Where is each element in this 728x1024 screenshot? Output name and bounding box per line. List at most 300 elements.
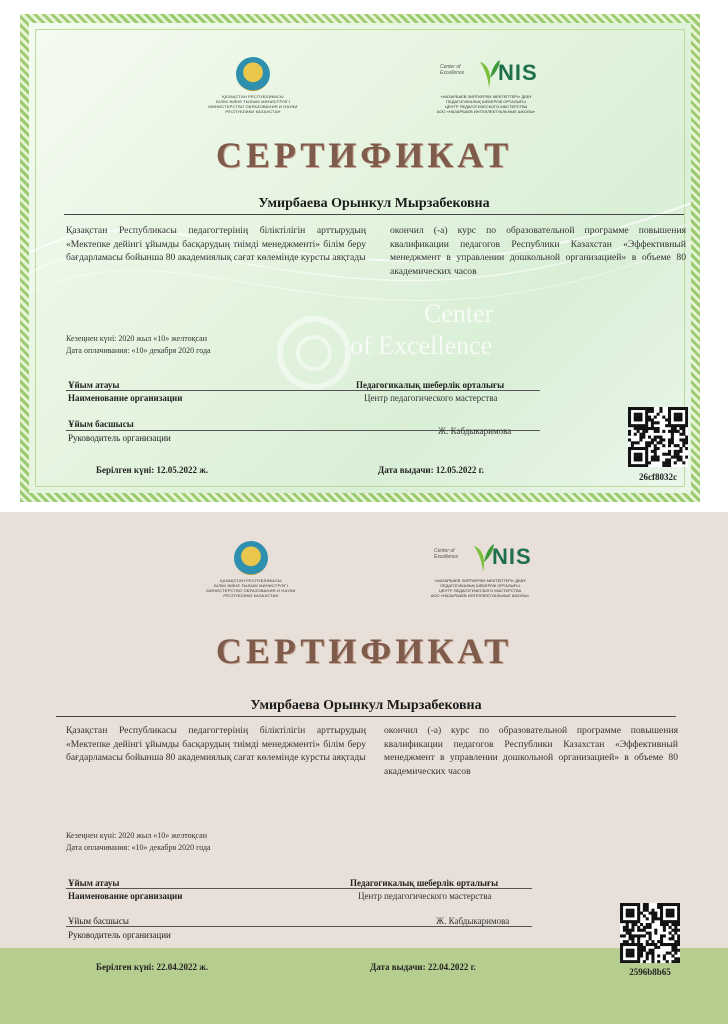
- qr-module: [657, 456, 660, 459]
- qr-module: [660, 937, 663, 940]
- qr-module: [669, 943, 672, 946]
- qr-module: [677, 413, 680, 416]
- qr-module: [674, 407, 677, 410]
- qr-module: [628, 407, 631, 410]
- org-value-kz: Педагогикалық шеберлік орталығы: [356, 380, 505, 390]
- qr-module: [651, 920, 654, 923]
- footer-green-band: [0, 948, 728, 1024]
- qr-module: [634, 456, 637, 459]
- qr-module: [674, 430, 677, 433]
- qr-module: [620, 957, 623, 960]
- qr-module: [682, 433, 685, 436]
- qr-module: [637, 447, 640, 450]
- course-text-kz: Қазақстан Республикасы педагогтерінің біліктілігін арттырудың «Мектепке дейінгі ұйымды басқарудың тиімді менеджменті» білім беру бағдарламасы бойынша 80 академиялық сағат көлемінде курсты аяқтады: [66, 725, 366, 763]
- qr-module: [651, 441, 654, 444]
- qr-module: [663, 903, 666, 906]
- qr-module: [666, 923, 669, 926]
- qr-module: [643, 934, 646, 937]
- qr-module: [629, 903, 632, 906]
- qr-module: [657, 960, 660, 963]
- qr-module: [645, 456, 648, 459]
- head-rule: [66, 926, 532, 927]
- qr-module: [631, 943, 634, 946]
- qr-module: [620, 920, 623, 923]
- qr-module: [649, 949, 652, 952]
- qr-module: [649, 943, 652, 946]
- qr-module: [668, 410, 671, 413]
- qr-module: [659, 438, 662, 441]
- qr-module: [649, 923, 652, 926]
- qr-module: [639, 424, 642, 427]
- qr-module: [646, 903, 649, 906]
- qr-module: [620, 946, 623, 949]
- qr-module: [668, 461, 671, 464]
- qr-module: [666, 909, 669, 912]
- qr-module: [628, 424, 631, 427]
- period-ru: Дата оплачивания: «10» декабря 2020 года: [66, 346, 211, 355]
- org-name-label-kz: Ұйым атауы: [68, 380, 120, 390]
- qr-module: [629, 949, 632, 952]
- qr-module: [677, 960, 680, 963]
- qr-module: [637, 458, 640, 461]
- qr-module: [639, 418, 642, 421]
- qr-module: [643, 949, 646, 952]
- certificate-title: СЕРТИФИКАТ: [215, 631, 513, 671]
- qr-module: [634, 943, 637, 946]
- qr-module: [666, 943, 669, 946]
- qr-module: [639, 436, 642, 439]
- qr-module: [651, 418, 654, 421]
- qr-module: [685, 421, 688, 424]
- qr-module: [637, 906, 640, 909]
- head-label-ru: Руководитель организации: [68, 433, 171, 443]
- qr-module: [671, 456, 674, 459]
- qr-module: [643, 906, 646, 909]
- qr-module: [663, 934, 666, 937]
- qr-module: [679, 450, 682, 453]
- qr-module: [642, 447, 645, 450]
- qr-module: [637, 926, 640, 929]
- qr-module: [682, 430, 685, 433]
- nis-caption-text: «НАЗАРБАЕВ ЗИЯТКЕРЛІК МЕКТЕПТЕРІ» ДББҰ ПЕДАГОГИКАЛЫҚ ШЕБЕРЛІК ОРТАЛЫҒЫ ЦЕНТР ПЕДАГОГИЧЕСКОГО МАСТЕРСТВА АОО «НАЗАРБАЕВ ИНТЕЛЛЕКТУАЛЬНЫЕ ШКОЛЫ»: [436, 94, 536, 114]
- qr-module: [642, 464, 645, 467]
- qr-module: [637, 937, 640, 940]
- qr-module: [677, 917, 680, 920]
- qr-module: [677, 914, 680, 917]
- nis-logo: [440, 54, 540, 94]
- qr-module: [626, 943, 629, 946]
- qr-module: [629, 929, 632, 932]
- qr-module: [645, 447, 648, 450]
- qr-module: [668, 458, 671, 461]
- qr-module: [674, 960, 677, 963]
- qr-module: [660, 914, 663, 917]
- qr-module: [631, 912, 634, 915]
- qr-module: [666, 960, 669, 963]
- nis-caption-text: «НАЗАРБАЕВ ЗИЯТКЕРЛІК МЕКТЕПТЕРІ» ДББҰ ПЕДАГОГИКАЛЫҚ ШЕБЕРЛІК ОРТАЛЫҒЫ ЦЕНТР ПЕДАГОГИЧЕСКОГО МАСТЕРСТВА АОО «НАЗАРБАЕВ ИНТЕЛЛЕКТУАЛЬНЫЕ ШКОЛЫ»: [430, 578, 530, 598]
- qr-code-image: [628, 407, 688, 467]
- qr-module: [645, 407, 648, 410]
- course-text-ru: окончил (-а) курс по образовательной программе повышения квалификации педагогов Республики Казахстан «Эффективный менеджмент в управлении дошкольной организацией» в объеме 80 академических часов: [384, 725, 678, 777]
- qr-module: [649, 952, 652, 955]
- qr-module: [666, 920, 669, 923]
- qr-module: [637, 960, 640, 963]
- qr-module: [682, 407, 685, 410]
- qr-module: [674, 427, 677, 430]
- qr-module: [646, 952, 649, 955]
- qr-module: [620, 903, 623, 906]
- qr-module: [631, 937, 634, 940]
- qr-module: [620, 949, 623, 952]
- qr-module: [679, 407, 682, 410]
- qr-module: [643, 914, 646, 917]
- qr-module: [642, 436, 645, 439]
- qr-module: [651, 943, 654, 946]
- qr-module: [631, 949, 634, 952]
- qr-module: [671, 424, 674, 427]
- qr-module: [631, 960, 634, 963]
- qr-module: [626, 909, 629, 912]
- qr-module: [674, 418, 677, 421]
- qr-module: [662, 444, 665, 447]
- period-kz: Кезеңнен күні: 2020 жыл «10» желтоқсан: [66, 334, 208, 343]
- qr-module: [654, 421, 657, 424]
- qr-module: [668, 407, 671, 410]
- nis-caption: [432, 94, 540, 114]
- issued-date-kz: Берілген күні: 22.04.2022 ж.: [96, 962, 209, 972]
- qr-module: [629, 943, 632, 946]
- qr-module: [631, 940, 634, 943]
- qr-module: [623, 926, 626, 929]
- qr-module: [668, 453, 671, 456]
- qr-module: [651, 949, 654, 952]
- qr-module: [639, 456, 642, 459]
- qr-module: [623, 920, 626, 923]
- qr-module: [643, 903, 646, 906]
- qr-module: [674, 932, 677, 935]
- qr-module: [654, 943, 657, 946]
- qr-module: [671, 433, 674, 436]
- qr-module: [645, 418, 648, 421]
- qr-module: [634, 416, 637, 419]
- period-kz: Кезеңнен күні: 2020 жыл «10» желтоқсан: [66, 831, 208, 840]
- qr-module: [651, 912, 654, 915]
- qr-module: [674, 920, 677, 923]
- qr-module: [671, 929, 674, 932]
- qr-module: [645, 458, 648, 461]
- qr-code-icon: [620, 903, 680, 963]
- qr-module: [657, 427, 660, 430]
- qr-module: [654, 430, 657, 433]
- org-name-label-kz: Ұйым атауы: [68, 878, 120, 888]
- qr-module: [663, 923, 666, 926]
- qr-module: [620, 943, 623, 946]
- qr-module: [640, 912, 643, 915]
- qr-module: [642, 407, 645, 410]
- qr-module: [677, 453, 680, 456]
- qr-module: [637, 427, 640, 430]
- qr-module: [665, 461, 668, 464]
- qr-module: [628, 447, 631, 450]
- qr-module: [685, 456, 688, 459]
- qr-code-icon: [628, 407, 688, 467]
- nis-leaf-icon: [478, 58, 500, 88]
- qr-module: [646, 926, 649, 929]
- qr-code-text: 26cf8032c: [639, 472, 677, 482]
- qr-module: [640, 923, 643, 926]
- qr-module: [657, 917, 660, 920]
- qr-module: [668, 441, 671, 444]
- qr-module: [662, 438, 665, 441]
- qr-module: [685, 447, 688, 450]
- qr-module: [637, 954, 640, 957]
- qr-module: [682, 438, 685, 441]
- qr-module: [685, 407, 688, 410]
- qr-module: [660, 912, 663, 915]
- qr-module: [660, 906, 663, 909]
- qr-module: [634, 418, 637, 421]
- qr-module: [642, 427, 645, 430]
- emblem-caption: [206, 94, 300, 114]
- qr-module: [639, 413, 642, 416]
- qr-module: [634, 424, 637, 427]
- qr-module: [648, 416, 651, 419]
- qr-module: [651, 456, 654, 459]
- qr-module: [637, 946, 640, 949]
- course-text-ru: окончил (-а) курс по образовательной программе повышения квалификации педагогов Республики Казахстан «Эффективный менеджмент в управлении дошкольной организацией» в объеме 80 академических часов: [390, 225, 686, 277]
- qr-module: [685, 418, 688, 421]
- qr-module: [637, 912, 640, 915]
- qr-module: [662, 430, 665, 433]
- qr-module: [631, 914, 634, 917]
- qr-module: [674, 929, 677, 932]
- qr-module: [671, 954, 674, 957]
- qr-module: [628, 433, 631, 436]
- qr-module: [677, 937, 680, 940]
- qr-module: [674, 424, 677, 427]
- qr-module: [668, 450, 671, 453]
- qr-module: [660, 903, 663, 906]
- qr-module: [623, 929, 626, 932]
- qr-module: [628, 438, 631, 441]
- head-name: Ж. Кабдыкаримова: [438, 426, 512, 436]
- qr-module: [620, 909, 623, 912]
- qr-module: [666, 952, 669, 955]
- qr-module: [626, 954, 629, 957]
- qr-module: [677, 934, 680, 937]
- qr-module: [626, 903, 629, 906]
- qr-module: [634, 407, 637, 410]
- emblem-caption-text: ҚАЗАҚСТАН РЕСПУБЛИКАСЫ БІЛІМ ЖӘНЕ ҒЫЛЫМ МИНИСТРЛІГІ МИНИСТЕРСТВО ОБРАЗОВАНИЯ И НАУКИ РЕСПУБЛИКИ КАЗАХСТАН: [208, 94, 298, 114]
- qr-module: [660, 917, 663, 920]
- qr-module: [629, 912, 632, 915]
- qr-module: [640, 949, 643, 952]
- head-label-kz: Ұйым басшысы: [68, 916, 129, 926]
- qr-module: [629, 954, 632, 957]
- qr-module: [626, 960, 629, 963]
- qr-module: [669, 952, 672, 955]
- qr-module: [663, 926, 666, 929]
- nis-tagline: Center of Excellence: [440, 64, 465, 76]
- qr-module: [679, 427, 682, 430]
- qr-module: [679, 458, 682, 461]
- recipient-underline: [56, 716, 676, 717]
- qr-module: [648, 427, 651, 430]
- qr-module: [674, 926, 677, 929]
- qr-module: [657, 954, 660, 957]
- qr-module: [645, 464, 648, 467]
- qr-module: [659, 410, 662, 413]
- qr-module: [637, 430, 640, 433]
- qr-module: [626, 949, 629, 952]
- qr-module: [651, 914, 654, 917]
- qr-module: [657, 458, 660, 461]
- qr-module: [645, 424, 648, 427]
- qr-module: [643, 926, 646, 929]
- qr-module: [628, 456, 631, 459]
- qr-module: [677, 929, 680, 932]
- qr-module: [677, 456, 680, 459]
- qr-module: [660, 920, 663, 923]
- qr-module: [645, 453, 648, 456]
- qr-module: [631, 447, 634, 450]
- qr-module: [620, 960, 623, 963]
- org-name-label-ru: Наименование организации: [68, 891, 183, 901]
- qr-module: [674, 949, 677, 952]
- qr-module: [654, 436, 657, 439]
- qr-module: [648, 407, 651, 410]
- issued-date-ru: Дата выдачи: 22.04.2022 г.: [370, 962, 476, 972]
- qr-module: [669, 926, 672, 929]
- qr-module: [643, 929, 646, 932]
- qr-module: [634, 441, 637, 444]
- qr-module: [674, 943, 677, 946]
- qr-module: [637, 914, 640, 917]
- qr-module: [654, 444, 657, 447]
- qr-module: [646, 917, 649, 920]
- qr-module: [671, 946, 674, 949]
- qr-module: [646, 943, 649, 946]
- qr-module: [628, 421, 631, 424]
- org-value-kz: Педагогикалық шеберлік орталығы: [350, 878, 499, 888]
- qr-module: [637, 453, 640, 456]
- qr-module: [634, 453, 637, 456]
- qr-module: [682, 444, 685, 447]
- course-text-kz: Қазақстан Республикасы педагогтерінің біліктілігін арттырудың «Мектепке дейінгі ұйымды басқарудың тиімді менеджменті» білім беру бағдарламасы бойынша 80 академиялық сағат көлемінде курсты аяқтады: [66, 225, 366, 263]
- qr-module: [637, 929, 640, 932]
- qr-module: [637, 416, 640, 419]
- qr-module: [663, 920, 666, 923]
- qr-module: [663, 954, 666, 957]
- qr-module: [637, 957, 640, 960]
- qr-module: [677, 909, 680, 912]
- qr-module: [629, 909, 632, 912]
- qr-module: [671, 923, 674, 926]
- qr-module: [671, 934, 674, 937]
- qr-module: [657, 441, 660, 444]
- qr-module: [631, 926, 634, 929]
- qr-module: [626, 926, 629, 929]
- qr-module: [654, 912, 657, 915]
- qr-module: [639, 427, 642, 430]
- qr-module: [645, 410, 648, 413]
- qr-module: [651, 940, 654, 943]
- qr-module: [628, 416, 631, 419]
- qr-module: [646, 906, 649, 909]
- qr-module: [628, 418, 631, 421]
- qr-module: [660, 943, 663, 946]
- qr-module: [623, 960, 626, 963]
- qr-module: [639, 433, 642, 436]
- qr-module: [629, 934, 632, 937]
- qr-module: [666, 914, 669, 917]
- qr-module: [651, 410, 654, 413]
- qr-module: [634, 934, 637, 937]
- qr-module: [679, 433, 682, 436]
- qr-module: [651, 952, 654, 955]
- qr-module: [643, 960, 646, 963]
- qr-module: [671, 949, 674, 952]
- emblem-caption-text: ҚАЗАҚСТАН РЕСПУБЛИКАСЫ БІЛІМ ЖӘНЕ ҒЫЛЫМ МИНИСТРЛІГІ МИНИСТЕРСТВО ОБРАЗОВАНИЯ И НАУКИ РЕСПУБЛИКИ КАЗАХСТАН: [206, 578, 296, 598]
- qr-module: [674, 444, 677, 447]
- nis-brand: NIS: [498, 60, 538, 85]
- qr-module: [677, 430, 680, 433]
- qr-module: [637, 917, 640, 920]
- qr-module: [642, 433, 645, 436]
- qr-module: [679, 424, 682, 427]
- issued-date-ru: Дата выдачи: 12.05.2022 г.: [378, 465, 484, 475]
- recipient-name: Умирбаева Орынкул Мырзабековна: [258, 196, 490, 211]
- qr-module: [674, 952, 677, 955]
- qr-module: [620, 934, 623, 937]
- qr-module: [654, 929, 657, 932]
- qr-module: [677, 407, 680, 410]
- qr-module: [654, 447, 657, 450]
- qr-module: [663, 929, 666, 932]
- qr-module: [669, 909, 672, 912]
- qr-module: [648, 436, 651, 439]
- qr-module: [628, 453, 631, 456]
- qr-module: [674, 940, 677, 943]
- nis-caption: [426, 578, 534, 598]
- qr-module: [671, 441, 674, 444]
- qr-module: [654, 932, 657, 935]
- kazakhstan-emblem-icon: [234, 541, 268, 575]
- qr-module: [631, 464, 634, 467]
- qr-module: [631, 909, 634, 912]
- qr-module: [660, 940, 663, 943]
- qr-module: [640, 946, 643, 949]
- qr-module: [659, 436, 662, 439]
- qr-module: [628, 410, 631, 413]
- qr-module: [645, 450, 648, 453]
- qr-module: [634, 427, 637, 430]
- nis-brand: NIS: [492, 544, 532, 569]
- qr-module: [666, 912, 669, 915]
- qr-module: [677, 923, 680, 926]
- qr-module: [685, 438, 688, 441]
- qr-module: [637, 413, 640, 416]
- qr-module: [648, 461, 651, 464]
- qr-module: [651, 438, 654, 441]
- qr-module: [651, 427, 654, 430]
- qr-module: [651, 407, 654, 410]
- qr-module: [657, 430, 660, 433]
- qr-module: [631, 934, 634, 937]
- qr-module: [640, 943, 643, 946]
- qr-module: [634, 433, 637, 436]
- qr-module: [637, 456, 640, 459]
